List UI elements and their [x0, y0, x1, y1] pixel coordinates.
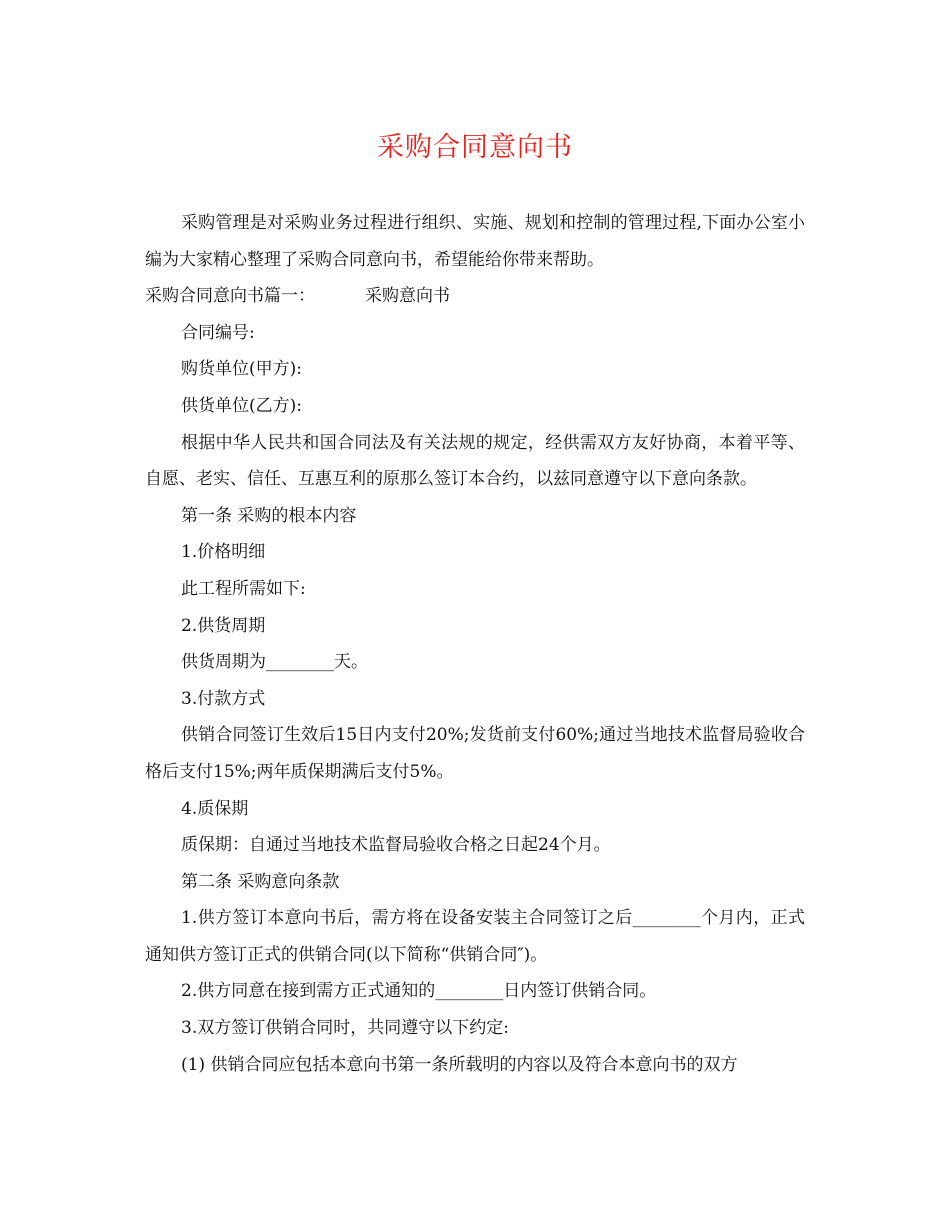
item-one-title: 1.价格明细 — [181, 542, 266, 563]
section-label: 采购合同意向书篇一： — [145, 286, 315, 307]
clause-one: 1.供方签订本意向书后，需方将在设备安装主合同签订之后________个月内，正式通知供方签订正式的供销合同(以下简称“供销合同″)。 — [145, 908, 805, 965]
section-title: 采购意向书 — [365, 286, 450, 307]
item-one-text: 此工程所需如下: — [181, 578, 306, 599]
clause-three-sub-one: (1) 供销合同应包括本意向书第一条所载明的内容以及符合本意向书的双方 — [181, 1054, 738, 1075]
buyer-line: 购货单位(甲方): — [181, 359, 302, 380]
preamble-paragraph: 根据中华人民共和国合同法及有关法规的规定，经供需双方友好协商，本着平等、自愿、老实、信任、互惠互利的原那么签订本合约，以兹同意遵守以下意向条款。 — [145, 432, 805, 490]
intro-paragraph: 采购管理是对采购业务过程进行组织、实施、规划和控制的管理过程,下面办公室小编为大家精心整理了采购合同意向书，希望能给你带来帮助。 — [145, 213, 805, 270]
clause-three: 3.双方签订供销合同时，共同遵守以下约定: — [181, 1018, 509, 1039]
article-one-heading: 第一条 采购的根本内容 — [181, 505, 357, 526]
section-heading — [145, 278, 805, 315]
item-three-text: 供销合同签订生效后15日内支付20%;发货前支付60%;通过当地技术监督局验收合格后支付15%;两年质保期满后支付5%。 — [145, 725, 805, 782]
supplier-line: 供货单位(乙方): — [181, 395, 302, 416]
item-two-text: 供货周期为________天。 — [181, 652, 368, 673]
item-two-title: 2.供货周期 — [181, 615, 266, 636]
item-four-text: 质保期：自通过当地技术监督局验收合格之日起24个月。 — [181, 835, 611, 856]
item-four-title: 4.质保期 — [181, 798, 249, 819]
document-title: 采购合同意向书 — [377, 132, 573, 163]
item-three-title: 3.付款方式 — [181, 688, 266, 709]
article-two-heading: 第二条 采购意向条款 — [181, 871, 340, 892]
contract-number-line: 合同编号: — [181, 322, 255, 343]
document-body — [145, 205, 805, 1083]
clause-two: 2.供方同意在接到需方正式通知的________日内签订供销合同。 — [181, 981, 657, 1002]
